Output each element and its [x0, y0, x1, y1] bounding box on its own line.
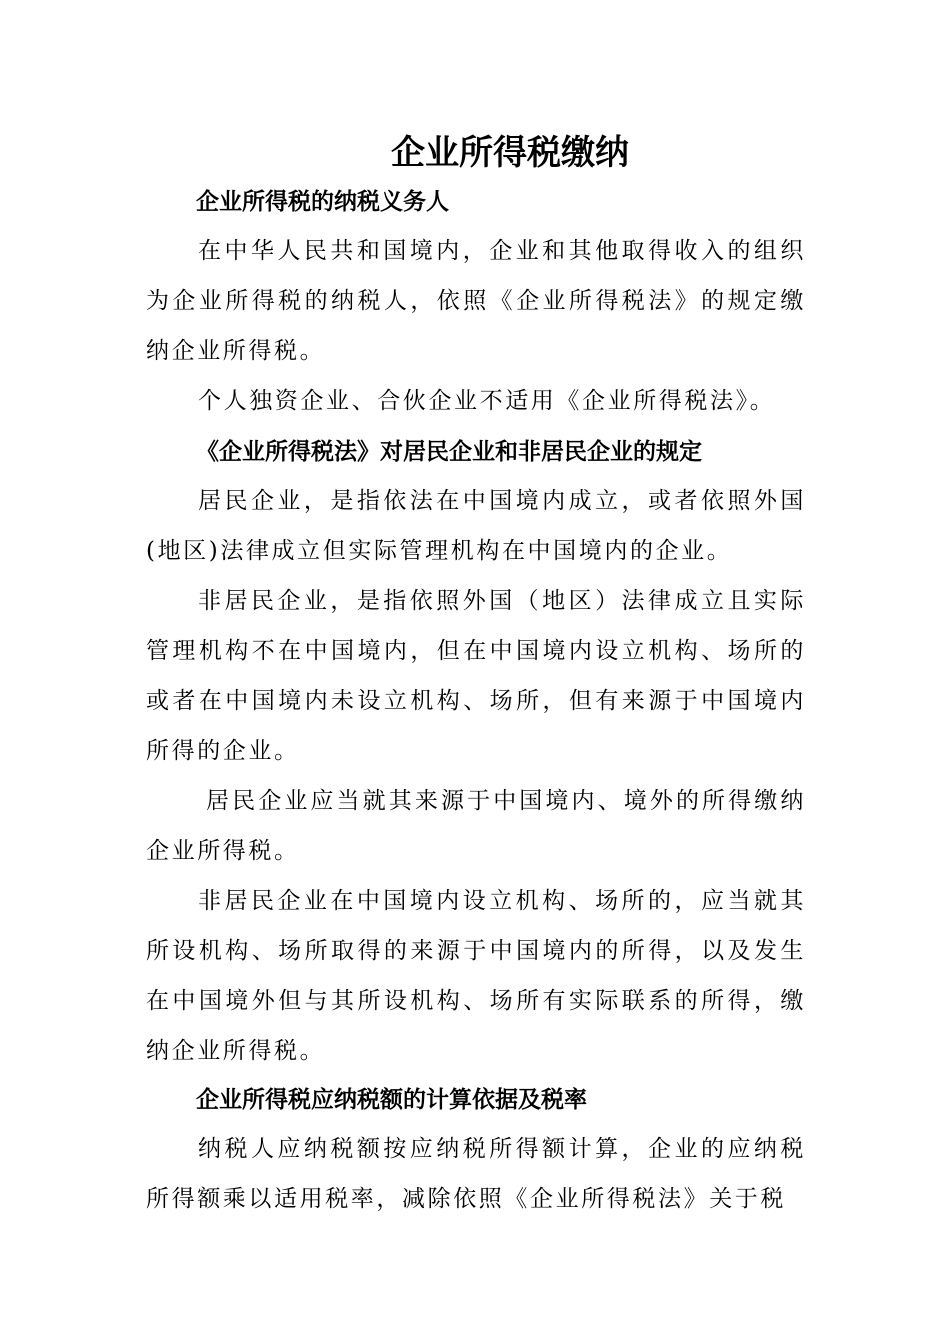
- paragraph-taxpayer-definition: 在中华人民共和国境内，企业和其他取得收入的组织为企业所得税的纳税人，依照《企业所得税法》的规定缴纳企业所得税。: [146, 238, 806, 364]
- paragraph-nonresident-obligation: 非居民企业在中国境内设立机构、场所的，应当就其所设机构、场所取得的来源于中国境内的所得，以及发生在中国境外但与其所设机构、场所有实际联系的所得，缴纳企业所得税。: [146, 888, 806, 1064]
- paragraph-resident-enterprise: 居民企业，是指依法在中国境内成立，或者依照外国(地区)法律成立但实际管理机构在中国境内的企业。: [146, 488, 806, 564]
- document-title: 企业所得税缴纳: [391, 133, 629, 173]
- paragraph-resident-obligation: 居民企业应当就其来源于中国境内、境外的所得缴纳企业所得税。: [146, 788, 806, 864]
- section-heading-calculation: 企业所得税应纳税额的计算依据及税率: [196, 1087, 587, 1113]
- paragraph-nonresident-enterprise: 非居民企业，是指依照外国（地区）法律成立且实际管理机构不在中国境内，但在中国境内设立机构、场所的或者在中国境内未设立机构、场所，但有来源于中国境内所得的企业。: [146, 588, 806, 764]
- paragraph-exclusions: 个人独资企业、合伙企业不适用《企业所得税法》。: [198, 388, 776, 414]
- section-heading-taxpayer: 企业所得税的纳税义务人: [196, 189, 449, 215]
- section-heading-resident-rules: 《企业所得税法》对居民企业和非居民企业的规定: [196, 439, 702, 465]
- paragraph-calculation-basis: 纳税人应纳税额按应纳税所得额计算，企业的应纳税所得额乘以适用税率，减除依照《企业所得税法》关于税: [146, 1136, 806, 1212]
